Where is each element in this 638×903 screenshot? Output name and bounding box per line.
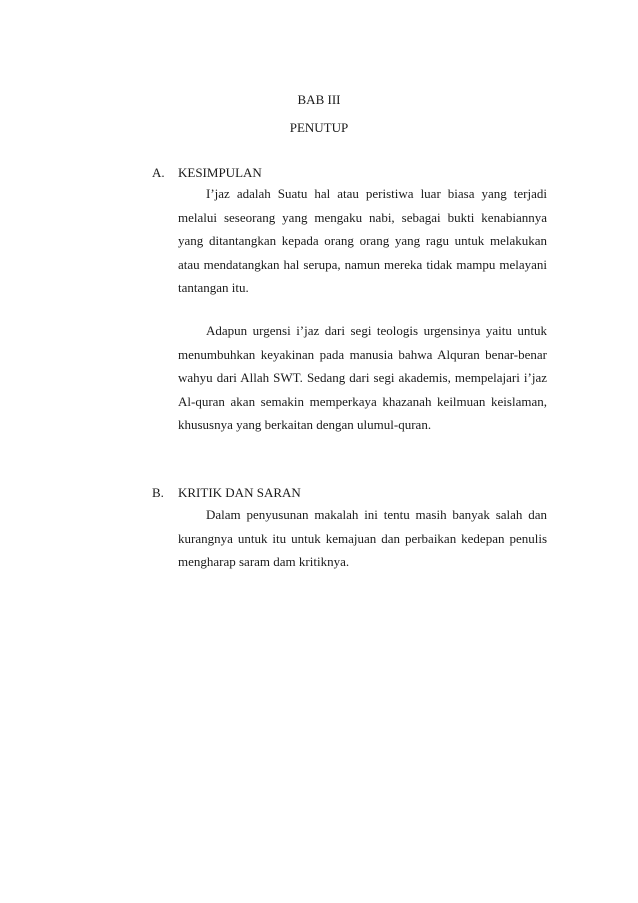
section-title: KRITIK DAN SARAN: [178, 485, 301, 500]
chapter-title: PENUTUP: [289, 120, 349, 135]
section-heading-kritik-dan-saran: [152, 485, 301, 501]
section-marker: A.: [152, 165, 165, 180]
section-title: KESIMPULAN: [178, 165, 262, 180]
section-heading-kesimpulan: [152, 165, 262, 181]
kesimpulan-paragraph-1: I’jaz adalah Suatu hal atau peristiwa luar biasa yang terjadi melalui seseorang yang mengaku nabi, sebagai bukti kenabiannya yang ditantangkan kepada orang orang yang ragu untuk melakukan atau mendatangkan hal serupa, namun mereka tidak mampu melayani tantangan itu.: [178, 186, 547, 295]
kesimpulan-paragraph-2: Adapun urgensi i’jaz dari segi teologis urgensinya yaitu untuk menumbuhkan keyakinan pada manusia bahwa Alquran benar-benar wahyu dari Allah SWT. Sedang dari segi akademis, mempelajari i’jaz Al-quran akan semakin memperkaya khazanah keilmuan keislaman, khususnya yang berkaitan dengan ulumul-quran.: [178, 323, 547, 432]
kritik-saran-paragraph: Dalam penyusunan makalah ini tentu masih banyak salah dan kurangnya untuk itu untuk kemajuan dan perbaikan kedepan penulis mengharap saram dam kritiknya.: [178, 507, 547, 569]
section-marker: B.: [152, 485, 164, 500]
chapter-number: BAB III: [297, 92, 341, 107]
